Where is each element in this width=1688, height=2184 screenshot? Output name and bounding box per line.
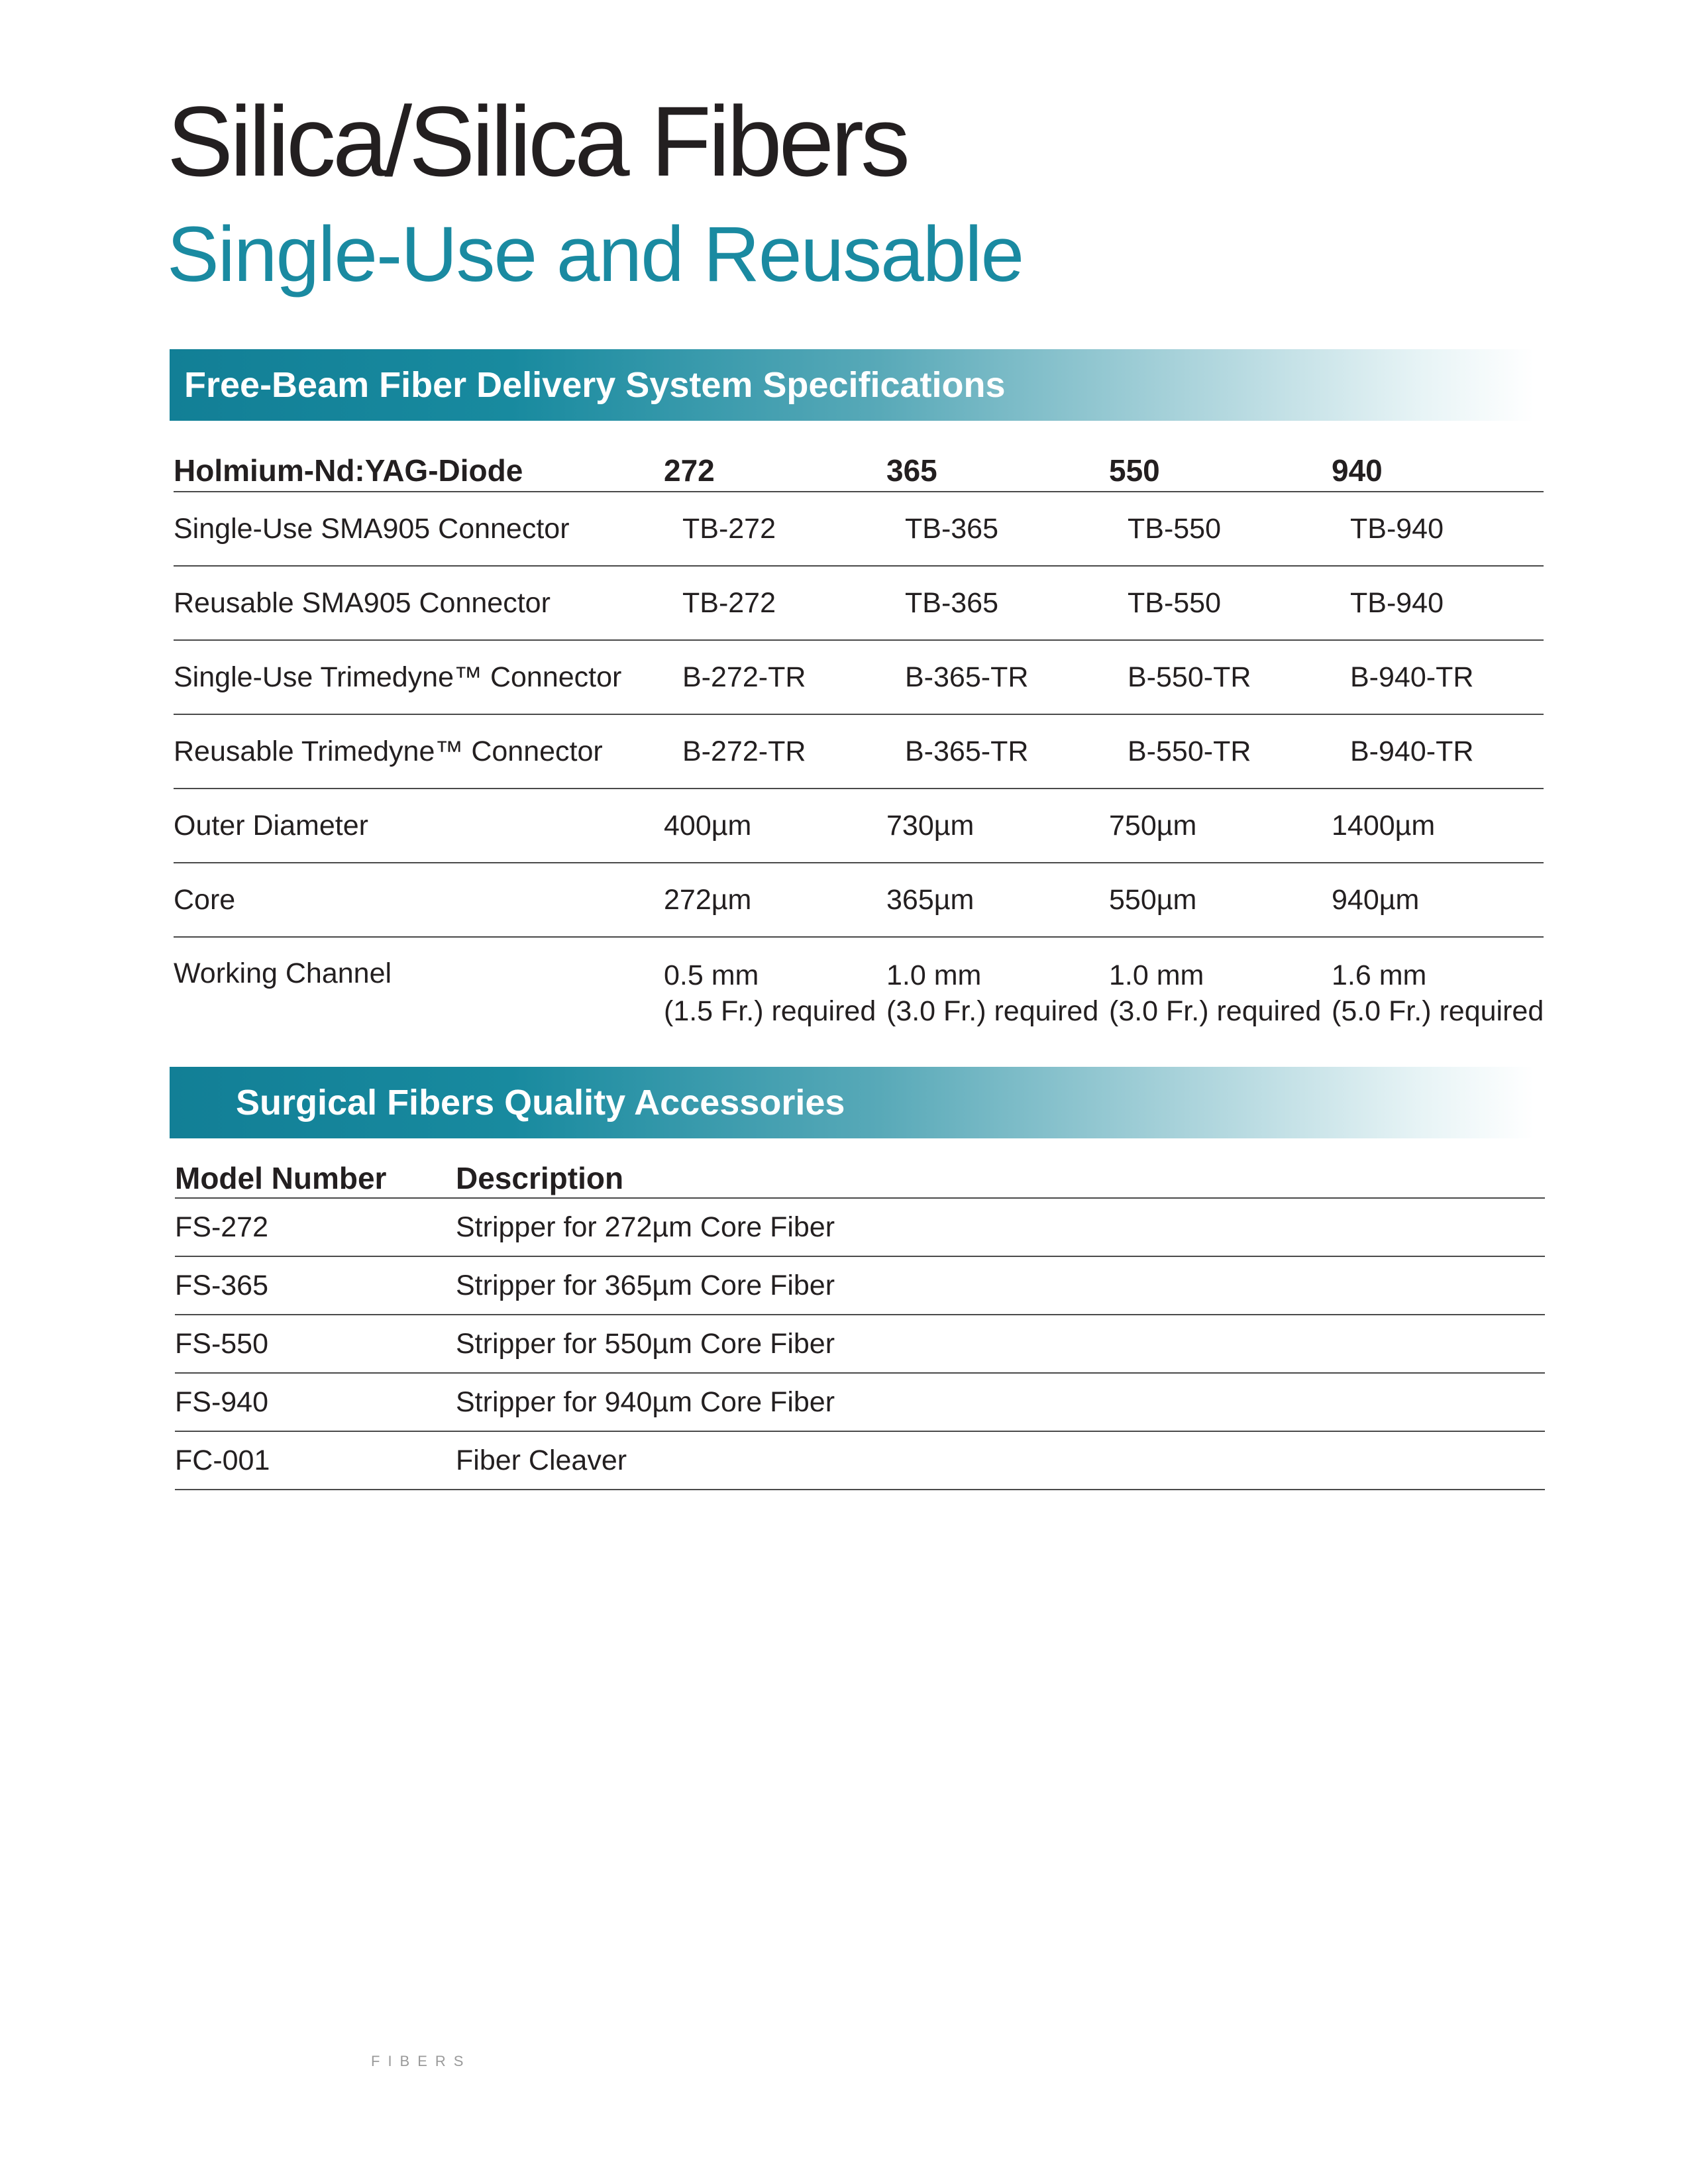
- table-cell: TB-272: [682, 512, 776, 545]
- accessories-header-row: [175, 1156, 1545, 1199]
- table-cell: B-940-TR: [1350, 661, 1474, 693]
- specs-header-row: [174, 447, 1544, 492]
- table-cell: 730µm: [886, 809, 975, 842]
- table-row: [175, 1315, 1545, 1374]
- footer-label: FIBERS: [371, 2053, 472, 2069]
- cell-line: (5.0 Fr.) required: [1332, 995, 1544, 1027]
- cell-line: 1.6 mm: [1332, 959, 1427, 991]
- table-cell: TB-365: [905, 512, 999, 545]
- table-row: [174, 863, 1544, 938]
- table-row: [174, 715, 1544, 789]
- table-cell: [1109, 957, 1332, 1029]
- table-cell: B-365-TR: [905, 735, 1029, 767]
- specs-table: [174, 447, 1544, 1036]
- table-row: [175, 1432, 1545, 1490]
- table-cell: B-365-TR: [905, 661, 1029, 693]
- accessories-table: [175, 1156, 1545, 1490]
- cell-line: (3.0 Fr.) required: [1109, 995, 1322, 1027]
- row-label: Single-Use Trimedyne™ Connector: [174, 661, 622, 693]
- model-number: FS-365: [175, 1269, 269, 1301]
- table-cell: 365µm: [886, 883, 975, 916]
- cell-line: 0.5 mm: [664, 959, 759, 991]
- table-row: [174, 492, 1544, 567]
- cell-line: 1.0 mm: [1109, 959, 1204, 991]
- table-row: [174, 567, 1544, 641]
- table-cell: B-272-TR: [682, 661, 806, 693]
- specs-banner: Free-Beam Fiber Delivery System Specifications: [170, 349, 1534, 421]
- specs-header-365: 365: [886, 453, 937, 488]
- page-subtitle: Single-Use and Reusable: [167, 211, 1024, 298]
- table-cell: TB-550: [1128, 586, 1222, 619]
- description: Stripper for 365µm Core Fiber: [456, 1269, 835, 1301]
- model-number: FS-272: [175, 1211, 269, 1243]
- description: Stripper for 940µm Core Fiber: [456, 1386, 835, 1418]
- specs-header-940: 940: [1332, 453, 1383, 488]
- cell-line: (1.5 Fr.) required: [664, 995, 876, 1027]
- accessories-header-description: Description: [456, 1161, 624, 1195]
- accessories-banner: Surgical Fibers Quality Accessories: [170, 1067, 1534, 1138]
- table-cell: TB-365: [905, 586, 999, 619]
- table-cell: 940µm: [1332, 883, 1420, 916]
- specs-header-laser-type: Holmium-Nd:YAG-Diode: [174, 453, 523, 488]
- table-cell: 550µm: [1109, 883, 1197, 916]
- model-number: FS-940: [175, 1386, 269, 1418]
- table-cell: B-550-TR: [1128, 661, 1251, 693]
- table-cell: TB-940: [1350, 586, 1444, 619]
- row-label: Outer Diameter: [174, 809, 368, 842]
- table-row: [174, 789, 1544, 863]
- specs-header-550: 550: [1109, 453, 1160, 488]
- table-cell: TB-550: [1128, 512, 1222, 545]
- table-row: [175, 1199, 1545, 1257]
- cell-line: (3.0 Fr.) required: [886, 995, 1099, 1027]
- table-row: [174, 641, 1544, 715]
- table-row: [175, 1374, 1545, 1432]
- model-number: FS-550: [175, 1327, 269, 1360]
- table-cell: TB-940: [1350, 512, 1444, 545]
- description: Stripper for 272µm Core Fiber: [456, 1211, 835, 1243]
- table-cell: [664, 957, 886, 1029]
- description: Fiber Cleaver: [456, 1444, 627, 1476]
- accessories-header-model: Model Number: [175, 1161, 387, 1195]
- page-title: Silica/Silica Fibers: [167, 85, 907, 197]
- row-label: Core: [174, 883, 236, 916]
- row-label: Reusable Trimedyne™ Connector: [174, 735, 603, 767]
- table-cell: 750µm: [1109, 809, 1197, 842]
- table-cell: TB-272: [682, 586, 776, 619]
- description: Stripper for 550µm Core Fiber: [456, 1327, 835, 1360]
- table-cell: B-272-TR: [682, 735, 806, 767]
- model-number: FC-001: [175, 1444, 270, 1476]
- table-cell: [886, 957, 1109, 1029]
- table-cell: B-550-TR: [1128, 735, 1251, 767]
- table-row-working-channel: [174, 938, 1544, 1036]
- table-cell: 1400µm: [1332, 809, 1436, 842]
- row-label: Reusable SMA905 Connector: [174, 586, 551, 619]
- row-label: Working Channel: [174, 957, 392, 989]
- specs-header-272: 272: [664, 453, 715, 488]
- table-cell: B-940-TR: [1350, 735, 1474, 767]
- table-cell: [1332, 957, 1544, 1029]
- table-cell: 272µm: [664, 883, 752, 916]
- table-cell: 400µm: [664, 809, 752, 842]
- row-label: Single-Use SMA905 Connector: [174, 512, 570, 545]
- table-row: [175, 1257, 1545, 1315]
- cell-line: 1.0 mm: [886, 959, 982, 991]
